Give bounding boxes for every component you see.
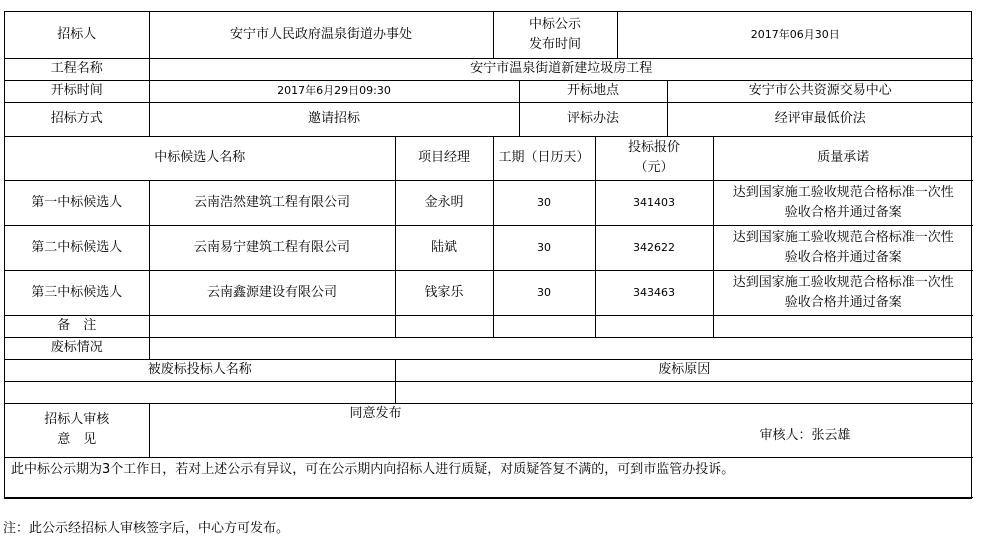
candidate-quality (713, 270, 973, 315)
project-name-value: 安宁市温泉街道新建垃圾房工程 (149, 58, 973, 80)
invalid-bid-row (5, 337, 973, 359)
invalid-entry-row (5, 381, 973, 403)
method-value: 邀请招标 (149, 102, 519, 136)
invalid-bidder-name-header: 被废标投标人名称 (5, 359, 395, 381)
audit-label-line2: 意 见 (57, 432, 97, 447)
eval-value: 经评审最低价法 (667, 102, 973, 136)
remarks-price-cell (595, 315, 713, 337)
invalid-header-row (5, 359, 973, 381)
candidate-period: 30 (493, 225, 595, 270)
candidate-company: 云南浩然建筑工程有限公司 (149, 180, 395, 225)
bid-notice-table (5, 12, 973, 498)
candidate-quality-line2: 验收合格并通过备案 (784, 294, 902, 310)
statement-text: 此中标公示期为3个工作日，若对上述公示有异议，可在公示期内向招标人进行质疑，对质疑答复不满的，可到市监管办投诉。 (5, 457, 973, 497)
open-time-row (5, 80, 973, 102)
method-label: 招标方式 (5, 102, 149, 136)
invalid-reason-header: 废标原因 (395, 359, 973, 381)
audit-row (5, 403, 973, 457)
audit-label (5, 403, 149, 457)
invalid-reason-cell (395, 381, 973, 403)
publish-time-label-line1: 中标公示 (529, 16, 582, 32)
candidate-quality-line1: 达到国家施工验收规范合格标准一次性 (732, 274, 954, 290)
invalid-bid-label: 废标情况 (5, 337, 149, 359)
audit-opinion (149, 403, 973, 457)
project-name-row (5, 58, 973, 80)
publish-time-label-line2: 发布时间 (529, 36, 582, 52)
invalid-bid-value (149, 337, 973, 359)
open-time-value: 2017年6月29日09:30 (149, 80, 519, 102)
candidate-rank: 第二中标候选人 (5, 225, 149, 270)
candidate-row (5, 225, 973, 270)
price-header-line1: 投标报价 (628, 140, 681, 155)
candidate-price: 343463 (595, 270, 713, 315)
candidate-period: 30 (493, 270, 595, 315)
remarks-period-cell (493, 315, 595, 337)
candidate-row (5, 270, 973, 315)
project-name-label: 工程名称 (5, 58, 149, 80)
footnote: 注：此公示经招标人审核签字后，中心方可发布。 (3, 521, 290, 536)
candidate-rank: 第三中标候选人 (5, 270, 149, 315)
remarks-company-cell (149, 315, 395, 337)
tenderer-label: 招标人 (5, 12, 149, 58)
candidate-manager: 陆斌 (395, 225, 493, 270)
open-place-label: 开标地点 (519, 80, 667, 102)
quality-header: 质量承诺 (713, 136, 973, 180)
tenderer-row (5, 12, 973, 58)
candidate-quality-line1: 达到国家施工验收规范合格标准一次性 (732, 229, 954, 245)
candidate-quality-line2: 验收合格并通过备案 (784, 204, 902, 220)
candidate-manager: 金永明 (395, 180, 493, 225)
audit-label-line1: 招标人审核 (44, 412, 110, 427)
invalid-bidder-name-cell (5, 381, 395, 403)
open-place-value: 安宁市公共资源交易中心 (667, 80, 973, 102)
candidate-company: 云南易宁建筑工程有限公司 (149, 225, 395, 270)
candidate-quality (713, 180, 973, 225)
statement-row (5, 457, 973, 497)
candidate-name-header: 中标候选人名称 (5, 136, 395, 180)
tenderer-value: 安宁市人民政府温泉街道办事处 (149, 12, 493, 58)
candidate-quality-line2: 验收合格并通过备案 (784, 249, 902, 265)
eval-label: 评标办法 (519, 102, 667, 136)
candidates-header-row (5, 136, 973, 180)
audit-reviewer: 审核人：张云雄 (759, 427, 851, 443)
publish-time-label (493, 12, 617, 58)
remarks-manager-cell (395, 315, 493, 337)
period-header: 工期（日历天） (493, 136, 595, 180)
price-header (595, 136, 713, 180)
candidate-manager: 钱家乐 (395, 270, 493, 315)
candidate-period: 30 (493, 180, 595, 225)
publish-time-value: 2017年06月30日 (617, 12, 973, 58)
manager-header: 项目经理 (395, 136, 493, 180)
candidate-price: 341403 (595, 180, 713, 225)
method-row (5, 102, 973, 136)
audit-approval-text: 同意发布 (349, 405, 402, 421)
candidate-quality (713, 225, 973, 270)
remarks-row (5, 315, 973, 337)
open-time-label: 开标时间 (5, 80, 149, 102)
remarks-label: 备 注 (5, 315, 149, 337)
bid-notice-frame (4, 11, 972, 499)
candidate-row (5, 180, 973, 225)
remarks-quality-cell (713, 315, 973, 337)
price-header-line2: （元） (634, 160, 674, 175)
candidate-company: 云南鑫源建设有限公司 (149, 270, 395, 315)
candidate-price: 342622 (595, 225, 713, 270)
candidate-rank: 第一中标候选人 (5, 180, 149, 225)
candidate-quality-line1: 达到国家施工验收规范合格标准一次性 (732, 184, 954, 200)
